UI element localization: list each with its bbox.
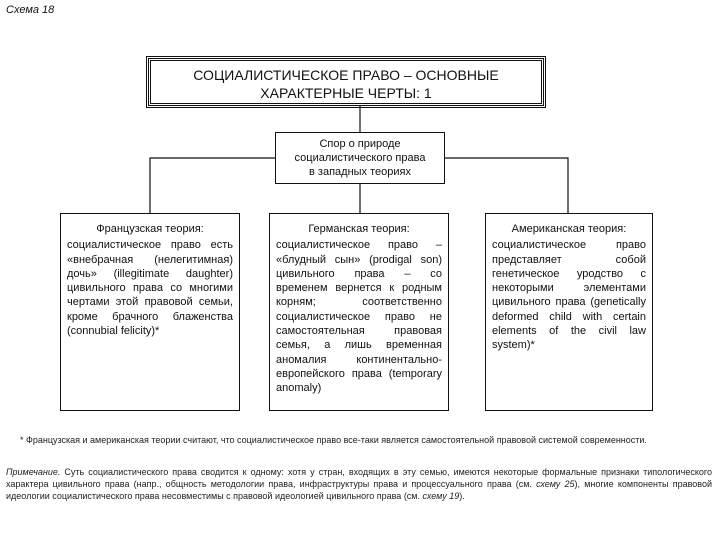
remark-text-1: Суть социалистического права сводится к одному: хотя у стран, входящих в эту семью, имеются некоторые формальные признаки типологического характера цивильного права (напр., общность методологии права, инфраструктуры права и процессуального права (см.	[6, 467, 712, 489]
remark-text-2: ), многие компоненты правовой идеологии социалистического права несовместимы с правовой идеологией цивильного права (см.	[6, 479, 712, 501]
remark-text-3: ).	[459, 491, 465, 501]
connector-dispute-to-french	[150, 158, 275, 213]
scheme-label: Схема 18	[6, 4, 55, 16]
american-theory-title: Американская теория:	[511, 223, 627, 235]
remark-ref-scheme-25: схему 25	[536, 479, 575, 489]
american-theory-box	[485, 213, 653, 411]
dispute-line-1: Спор о природе	[319, 138, 401, 150]
german-theory-box	[269, 213, 449, 411]
title-line-1: СОЦИАЛИСТИЧЕСКОЕ ПРАВО – ОСНОВНЫЕ	[193, 67, 499, 83]
dispute-line-2: социалистического права	[294, 152, 426, 164]
american-theory-text: социалистическое право представляет собой генетическое уродство с некоторыми элементами цивильного права (genetically deformed child with certain elements of the civil law system)*	[492, 239, 646, 352]
dispute-box	[275, 132, 445, 184]
french-theory-text: социалистическое право есть «внебрачная (нелегитимная) дочь» (illegitimate daughter) цивильного права со многими чертами этой правовой семьи, кроме брачного блаженства (connubial felicity)*	[67, 239, 233, 338]
connector-dispute-to-american	[445, 158, 568, 213]
french-theory-box	[60, 213, 240, 411]
dispute-line-3: в западных теориях	[309, 166, 411, 178]
title-line-2: ХАРАКТЕРНЫЕ ЧЕРТЫ: 1	[260, 85, 432, 101]
german-theory-text: социалистическое право – «блудный сын» (prodigal son) цивильного права – со временем вернется к родным корням; соответственно социалистическое право не самостоятельная правовая семья, а лишь временная аномалия континентально-европейского права (temporary anomaly)	[276, 239, 442, 395]
remark-lead: Примечание.	[6, 467, 61, 477]
remark-ref-scheme-19: схему 19	[422, 491, 460, 501]
footnote: * Французская и американская теории считают, что социалистическое право все-таки является самостоятельной правовой системой современности.	[20, 435, 647, 445]
french-theory-title: Французская теория:	[96, 223, 204, 235]
remark	[6, 466, 712, 502]
german-theory-title: Германская теория:	[308, 223, 410, 235]
